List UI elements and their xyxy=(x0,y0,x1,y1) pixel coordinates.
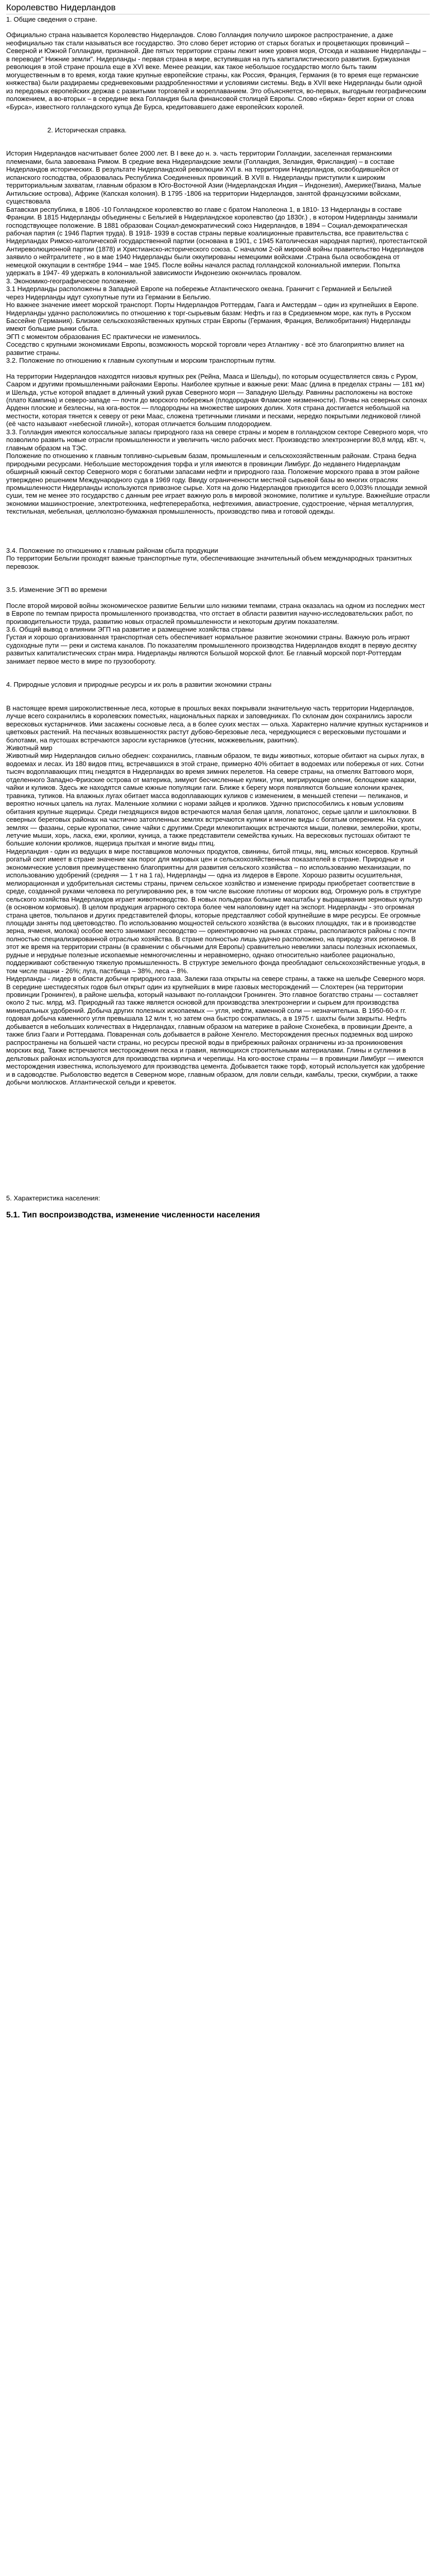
paragraph: 3.3. Голландия имеются колоссальные запасы природного газа на севере страны и морем в голландском секторе Северного моря, что позволило развить новые отрасли промышленности и увеличить число рабочих мест. Производство электроэнергии 80,8 млрд. кВт. ч, главным образом на ТЭС. xyxy=(6,428,428,452)
paragraph-spacer xyxy=(6,365,430,372)
paragraph-spacer xyxy=(6,1187,430,1194)
paragraph-spacer xyxy=(6,516,430,523)
paragraph-spacer xyxy=(6,134,430,142)
paragraph: После второй мировой войны экономическое развитие Бельгии шло низкими темпами, страна оказалась на одном из последних мест в Европе по темпам прироста промышленного производства, что отстает в области развития научно-исследовательских работ, по производительности труда, развитию новых отраслей промышленности и некоторым другим показателям. xyxy=(6,601,425,625)
paragraph-spacer xyxy=(6,1163,430,1171)
paragraph: Животный мир xyxy=(6,743,53,752)
paragraph-spacer xyxy=(6,689,430,697)
paragraph-spacer xyxy=(6,118,430,126)
paragraph: В настоящее время широколиственные леса, которые в прошлых веках покрывали значительную часть территории Нидерландов, лучше всего сохранились в королевских поместьях, национальных парках и заповедниках. По склонам дюн сохранились заросли вересковых кустарничков. Ими засажены сосновые леса, а в более сухих местах — ольха. Характерно наличие крупных кустарников и цветковых растений. На песчаных возвышенностях растут дубово-березовые леса, чередующиеся с вересковыми пустошами и болотами, на пустошах встречаются заросли кустарников (утесник, можжевельник, ракитник). xyxy=(6,704,429,744)
paragraph-spacer xyxy=(6,523,430,531)
paragraph: 3.1 Нидерланды расположены в Западной Европе на побережье Атлантического океана. Граничит с Германией и Бельгией xyxy=(6,285,392,293)
paragraph: Густая и хорошо организованная транспортная сеть обеспечивает нормальное развитие экономики страны. Важную роль играют судоходные пути — реки и система каналов. По показателям промышленного производства Нидерландов входят в первую десятку развитых капиталистических стран мира. Нидерланды являются Большой морской флот. Бе главный морской порт-Роттердам занимает первое место в мире по грузообороту. xyxy=(6,633,417,665)
paragraph-spacer xyxy=(6,1156,430,1163)
paragraph-spacer xyxy=(6,1109,430,1117)
paragraph: 3.5. Изменение ЭГП во времени xyxy=(6,586,107,594)
paragraph-spacer xyxy=(6,1179,430,1187)
paragraph: Официально страна называется Королевство Нидерландов. Слово Голландия получило широкое распространение, а даже неофициально так стали называться все государство. Это слово берет историю от старых богатых и процветающих провинций – Северной и Южной Голландии, признаной. Две пятых территории страны лежит ниже уровня моря, Отсюда и название Нидерланды – в переводе" Нижние земли". Нидерланды - первая страна в мире, вступившая на путь капиталистического развития. Буржуазная революция в этой стране прошла еще в ХVI веке. Менее реакции, как такое небольшое государство могло быть таким могущественным в то время, когда такие крупные европейские страны, как Россия, Франция, Германия (в то время еще германские княжества) были раздираемы средневековыми раздробленностями и условиями системы. Ведь в XVII веке Нидерланды были одной из передовых европейских держав с развитыми торговлей и мореплаванием. Это объясняется, во-первых, выгодным географическим положением, а во-вторых – в середине века Голландия была финансовой столицей Европы. Слово «биржа» берет корни от слова «Бурса», известного голландского купца Де Бурса, кредитовавшего даже европейских королей. xyxy=(6,31,426,111)
paragraph: На территории Нидерландов находятся низовья крупных рек (Рейна, Мааса и Шельды), по которым осуществляется связь с Руром, Сааром и другими промышленными районами Европы. Наиболее крупные и важные реки: Маас (длина в пределах страны — 181 км) и Шельда, устье которой впадает в длинный узкий рукав Северного моря — Западную Шельду. Равнины расположены на востоке (плато Кампина) и северо-западе — почти до морского побережья (плодородная Фламские низменности). Почвы на северных склонах Арденн плоские и безлесны, на юга-восток — плодородны на множестве широких долин. Хотя страна достигается небольшой на местности, которая тянется к северу от реки Маас, сложена третичными глинами и песками, нередко покрытыми ледниковой глиной (её часто называют «небесной глиной»), которая отличается большим плодородием. xyxy=(6,372,427,428)
paragraph: через Нидерланды идут сухопутные пути из Германии в Бельгию. xyxy=(6,293,211,301)
paragraph-spacer xyxy=(6,1171,430,1179)
paragraph-spacer xyxy=(6,531,430,539)
paragraph-spacer xyxy=(6,665,430,673)
paragraph-spacer xyxy=(6,1101,430,1109)
paragraph: Но важнее значение имеет морской транспорт. Порты Нидерландов Роттердам, Гаага и Амстердам – один из крупнейших в Европе. xyxy=(6,301,419,309)
paragraph-spacer xyxy=(6,1117,430,1125)
paragraph-spacer xyxy=(6,1132,430,1140)
paragraph: Нидерландия - один из ведущих в мире поставщиков молочных продуктов, свинины, битой птицы, яиц, мясных консервов. Крупный рогатый скот имеет в стране значение как порог для мировых цен и сельскохозяйственных показателей в стране. Природные и экономические условия преимущественно благоприятны для развития сельского хозяйства – по использованию механизации, по использованию удобрений (средняя — 1 т на 1 га), Нидерланды — одна из лидеров в Европе. Хорошо развиты осушительная, мелиорационная и удобрительная системы страны, причем сельское хозяйство и изменение природы приобретает соответствие в среде, созданной руками человека по регулированию рек, в том числе высокие плотины от морских вод. Огромную роль в структуре сельского хозяйства Нидерландов играет животноводство. В новых польдерах большие масштабы у выращивания зерновых культур (в основном кормовых). В целом продукция аграрного сектора более чем наполовину идет на экспорт. Нидерланды - это огромная страна цветов, тюльпанов и других представителей флоры, которые представляют собой крупнейшие в мире ресурсы. Ее огромные площади заняты под цветоводство. По использованию мощностей сельского хозяйства (в высоких площадях, так и в производстве зерна, ячменя, молока) особое место занимают лесоводство — ориентировочно на рынках страны, располагаются районы с почти полностью специализированной отраслью хозяйства. В стране полностью лишь удачно расположено, на природу этих регионов. В этот же время на территории страны (в сравнении с обычными для Европы) сравнительно невелики запасы полезных ископаемых, рудные и нерудные полезные ископаемые немногочисленны и неравномерно, однако относительно наиболее рационально, поддерживают собственную тяжелую промышленность. В структуре земельного фонда преобладают сельскохозяйственные угодья, в том числе пашни - 26%; луга, пастбища – 38%, леса – 8%. xyxy=(6,847,425,975)
paragraph: Положение по отношению к главным топливно-сырьевым базам, промышленным и сельскохозяйственным районам. Страна бедна природными ресурсами. Небольшие месторождения торфа и угля имеются в провинции Лимбург. До недавнего Нидерландам обширный южный сектор Северного моря с богатыми запасами нефти и природного газа. Положение морского права в этом районе утверждено решением Международного суда в 1969 году. Ввиду ограниченности местной сырьевой базы во многих отраслях промышленности Нидерланды используются привозное сырье. Хотя на долю Нидерландов приходится всего 0,003% площади земной суши, тем не менее это государство с данным рее играет важную роль в мировой экономике, политике и культуре. Важнейшие отрасли экономики машиностроение, электротехника, нефтепереработка, нефтехимия, авиастроение, судостроение, чёрная металлургия, текстильная, мебельная, целлюлозно-бумажная промышленность, производство пива и готовой одежды. xyxy=(6,452,430,516)
paragraph-spacer xyxy=(6,1086,430,1094)
paragraph-spacer xyxy=(6,142,430,149)
paragraph: 3. Экономико-географическое положение. xyxy=(6,277,138,285)
paragraph: 3.2. Положение по отношению к главным сухопутным и морским транспортным путям. xyxy=(6,357,276,365)
paragraph: 5. Характеристика населения: xyxy=(6,1194,100,1202)
paragraph: Животный мир Нидерландов сильно обеднен: сохранились, главным образом, те виды животных, которые обитают на сырых лугах, в водоемах и лесах. Из 180 видов птиц, встречавшихся в этой стране, примерно 40% обитает в водоемах или побережья от них. Сотни тысяч водоплавающих птиц гнездятся в Нидерландах во время зимних перелетов. На севере страны, на отмелях Ваттового моря, отделенного Западно-Фризские острова от материка, зимуют бесчисленные кулики, утки, мигрирующие олени, белощекие казарки, чайки и куликов. Здесь же находятся самые южные популяции гаги. Ближе к берегу моря появляются большие колонии крачек, травника, тупиков. На влажных лугах обитает масса водоплавающих куликов с изменением, в меньшей степени — пеликанов, и вероятно ночных цапель на лугах. Маленькие холмики с норами зайцев и кроликов. Удачно приспособились к новым условиям обитания крупные ящерицы. Среди гнездящихся видов встречаются малая белая цапля, лопатонос, серые цапли и шилоклювки. В северных береговых районах на частично затопленных землях встречаются кулики и многие виды с богатым оперением. На сухих землях — фазаны, серые куропатки, синие чайки с другими.Среди млекопитающих встречаются мыши, полевки, землеройки, кроты, летучие мыши, хорь, ласка, ежи, кролики, куница, а также представители семейства куньих. На вересковых пустошах обитают те большие колонии кроликов, ящерица прыткая и многие виды птиц. xyxy=(6,752,425,848)
paragraph: По территории Бельгии проходят важные транспортные пути, обеспечивающие значительный объем международных транзитных перевозок. xyxy=(6,554,412,570)
section-heading: 5.1. Тип воспроизводства, изменение численности населения xyxy=(6,1210,260,1219)
paragraph-spacer xyxy=(6,594,430,602)
paragraph-spacer xyxy=(6,578,430,586)
paragraph-spacer xyxy=(6,1094,430,1101)
paragraph-spacer xyxy=(6,673,430,681)
paragraph: 4. Природные условия и природные ресурсы и их роль в развитии экономики страны xyxy=(6,681,272,689)
section-heading: 2. Историческая справка. xyxy=(47,126,127,134)
paragraph-spacer xyxy=(6,23,430,31)
paragraph-spacer xyxy=(6,111,430,118)
paragraph-spacer xyxy=(6,1148,430,1156)
paragraph: 3.6. Общий вывод о влиянии ЭГП на развитие и размещение хозяйства страны xyxy=(6,625,254,633)
paragraph: ЭГП с моментом образования ЕС практически не изменилось. xyxy=(6,332,201,341)
paragraph-spacer xyxy=(6,697,430,704)
paragraph: Батавская республика, в 1806 -10 Голландское королевство во главе с братом Наполеона 1, в 1810- 13 Нидерланды в составе Франции. В 1815 Нидерланды объединены с Бельгией в Нидерландское королевство (до 1830г.) , в котором Нидерланды занимали господствующее положение. В 1881 образован Социал-демократический союз Нидерландов, в 1894 – Социал-демократическая рабочая партия (с 1946 Партия труда). В 1918- 1939 в состав страны первые коалиционные правительства, все правительства с Нидерландах Римско-католической государственной партии (основана в 1901, с 1945 Католическая народная партия), протестантской Антиреволюционной партии (1878) и Христианско-исторического союза. С началом 2-ой мировой войны правительство Нидерландов заявило о нейтралитете , но в мае 1940 Нидерланды были оккупированы немецкими войсками .Страна была освобождена от немецкой оккупации в сентябре 1944 – мае 1945. После войны начался распад голландской колониальной империи. Попытка удержать в 1947- 49 удержать в колониальной зависимости Индонезию окончилась провалом. xyxy=(6,205,427,277)
paragraph-spacer xyxy=(6,1125,430,1132)
paragraph: 3.4. Положение по отношению к главным районам сбыта продукции xyxy=(6,546,218,554)
document-body xyxy=(6,15,430,1221)
paragraph-spacer xyxy=(6,539,430,547)
paragraph-spacer xyxy=(6,570,430,578)
page-title: Королевство Нидерландов xyxy=(6,3,116,12)
paragraph: Нидерланды удачно расположились по отношению к торг-сырьевым базам: Нефть и газ в Средиземном море, как путь в Русском Бассейне (Германия). Близкие сельскохозяйственных крупных стран Европы (Германия, Франция, Великобритания) Нидерланды имеют большие рынки сбыта. xyxy=(6,309,411,333)
paragraph: История Нидерландов насчитывает более 2000 лет. В I веке до н. э. часть территории Голландии, заселенная германскими племенами, была завоевана Римом. В средние века Нидерландские земли (Голландия, Зеландия, Фрисландия) – в составе Нидерландов исторических. В результате Нидерландской революции XVI в. на территории Нидерландов, освободившейся от испанского господства, образовалась Республика Соединенных провинций. В XVII в. Нидерланды приступили к широким территориальным захватам, главным образом в Юго-Восточной Азии (Нидерландская Индия – Индонезия), Америке(Гвиана, Малые Антильские острова), Африке (Капская колония). В 1795 -1806 на территории Нидерландов, занятой французскими войсками, существовала xyxy=(6,149,422,206)
paragraph: 1. Общие сведения о стране. xyxy=(6,15,97,23)
document-page xyxy=(0,0,436,1221)
paragraph-spacer xyxy=(6,1140,430,1148)
paragraph: Нидерланды - лидер в области добычи природного газа. Залежи газа открыты на севере страны, а также на шельфе Северного моря. В середине шестидесятых годов был открыт один из крупнейших в мире газовых месторождений — Слохтерен (на территории провинции Гронинген), в районе шельфа, который называют по-голландски Гронинген. Это главное богатство страны — составляет около 2 тыс. млрд. м3. Природный газ также является основой для производства электроэнергии и сырьем для производства минеральных удобрений. Добыча других полезных ископаемых — угля, нефти, каменной соли — незначительна. В 1950-60-х гг. годовая добыча каменного угля превышала 12 млн т, но затем она быстро сократилась, а в 1975 г. шахты были закрыты. Нефть добывается в небольших количествах в Нидерландах, главным образом на материке в районе Схонебека, в провинции Дренте, а также близ Гааги и Роттердама. Поваренная соль добывается в районе Хенгело. Месторождения пресных подземных вод широко распространены на большей части страны, но ресурсы пресной воды в прибрежных районах ограничены из-за проникновения морских вод. Также встречаются месторождения песка и гравия, являющихся строительными материалами. Глины и суглинки в дельтовых районах используются для производства кирпича и черепицы. На юго-востоке страны — в провинции Лимбург — имеются месторождения известняка, используемого для производства цемента. Добывается также торф, который используется как удобрение и в садоводстве. Рыболовство ведется в Северном море, главным образом, для ловли сельди, камбалы, трески, скумбрии, а также добычи моллюсков. Атлантической сельди и креветок. xyxy=(6,975,426,1087)
paragraph-spacer xyxy=(6,1202,430,1210)
paragraph: Соседство с крупными экономиками Европы, возможность морской торговли через Атлантику - всё это благоприятно влияет на развитие страны. xyxy=(6,341,405,357)
